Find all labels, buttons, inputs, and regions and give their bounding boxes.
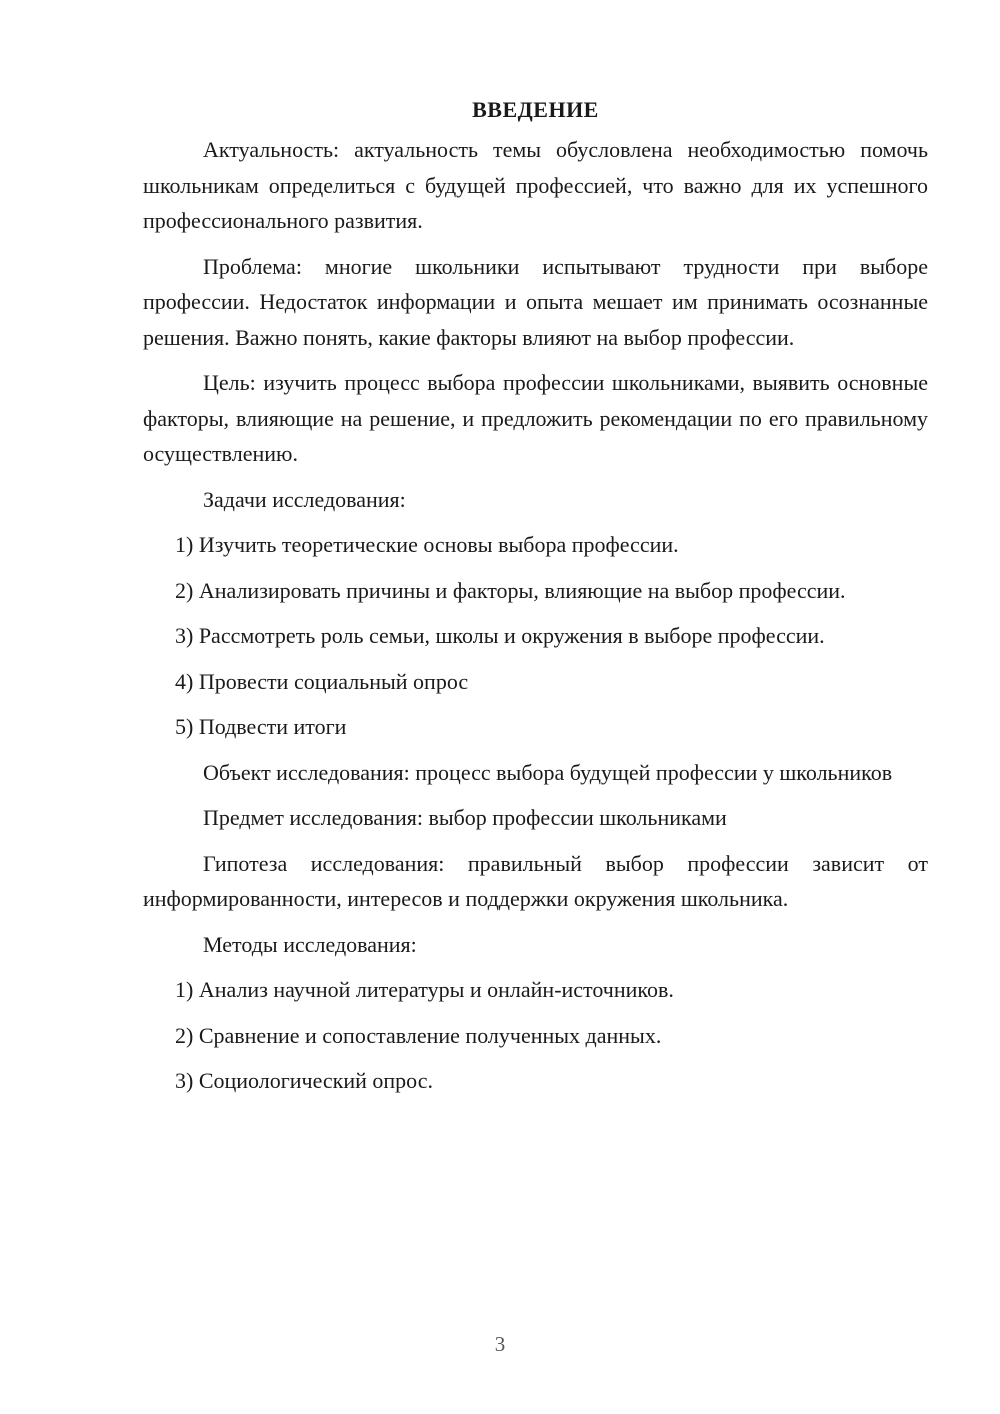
task-item: 3) Рассмотреть роль семьи, школы и окружения в выборе профессии. [175,623,825,648]
hypothesis-paragraph: Гипотеза исследования: правильный выбор профессии зависит от информированности, интересов и поддержки окружения школьника. [143,850,928,911]
relevance-paragraph: Актуальность: актуальность темы обусловлена необходимостью помочь школьникам определиться с будущей профессией, что важно для их успешного профессионального развития. [143,137,928,233]
document-page [143,92,928,1109]
object-paragraph: Объект исследования: процесс выбора будущей профессии у школьников [203,759,893,785]
methods-title: Методы исследования: [203,931,417,957]
goal-paragraph: Цель: изучить процесс выбора профессии школьниками, выявить основные факторы, влияющие на решение, и предложить рекомендации по его правильному осуществлению. [143,370,928,466]
task-item: 1) Изучить теоретические основы выбора профессии. [175,532,679,557]
tasks-title: Задачи исследования: [203,486,406,512]
method-item: 2) Сравнение и сопоставление полученных данных. [175,1022,662,1048]
task-item: 2) Анализировать причины и факторы, влияющие на выбор профессии. [175,577,846,603]
page-number: 3 [494,1332,506,1356]
problem-paragraph: Проблема: многие школьники испытывают трудности при выборе профессии. Недостаток информации и опыта мешает им принимать осознанные решения. Важно понять, какие факторы влияют на выбор профессии. [143,253,928,350]
section-heading: ВВЕДЕНИЕ [472,97,599,122]
task-item: 5) Подвести итоги [175,714,347,739]
task-item: 4) Провести социальный опрос [175,668,469,694]
method-item: 1) Анализ научной литературы и онлайн-источников. [175,977,674,1002]
method-item: 3) Социологический опрос. [175,1068,433,1093]
subject-paragraph: Предмет исследования: выбор профессии школьниками [203,805,727,830]
